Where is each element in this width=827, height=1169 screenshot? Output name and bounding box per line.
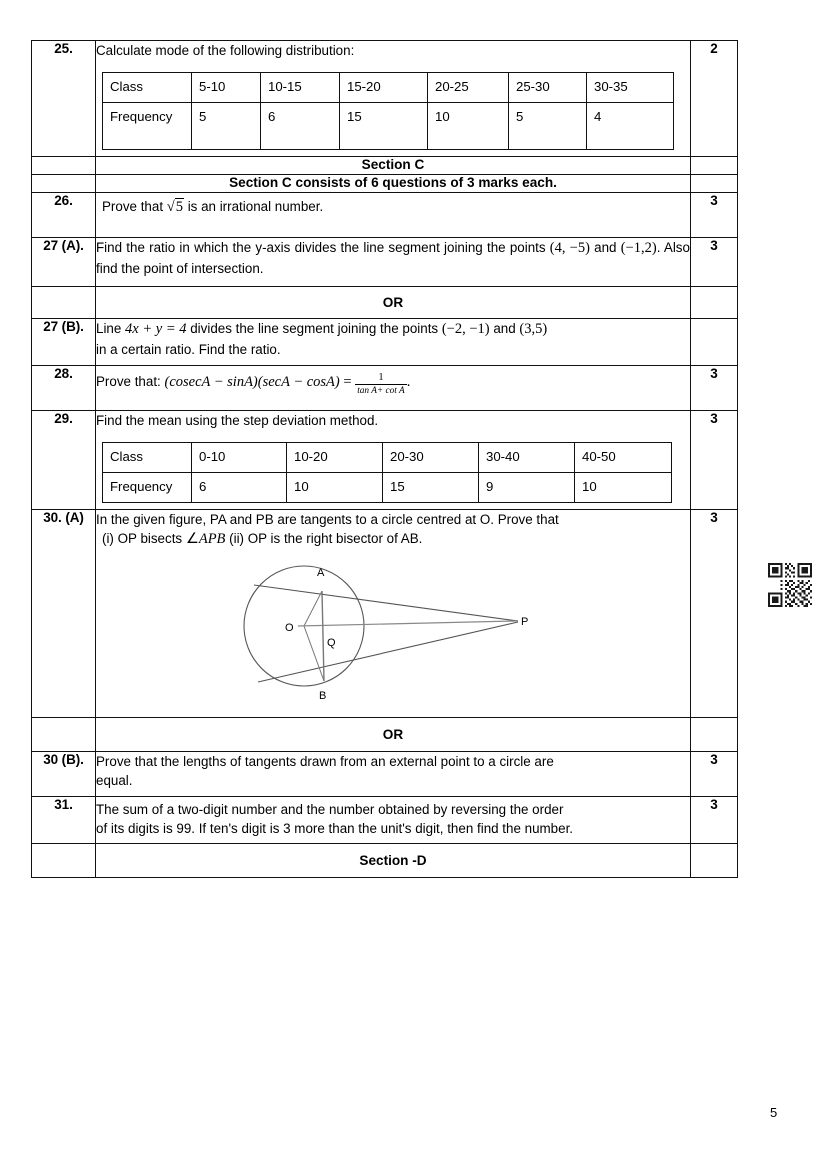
question-marks: 3 — [691, 796, 738, 843]
question-number: 30 (B). — [32, 751, 96, 796]
question-marks: 3 — [691, 410, 738, 509]
q27a-point1: (4, −5) — [549, 240, 590, 257]
cell-freq-4: 10 — [575, 473, 672, 503]
q26-text-before: Prove that — [102, 198, 167, 214]
question-text — [96, 319, 690, 365]
question-number: 30. (A) — [32, 510, 96, 718]
tangent-line-pb — [258, 622, 518, 682]
q31-line2: of its digits is 99. If ten's digit is 3 more than the unit's digit, then find the number. — [96, 820, 574, 836]
radius-oa — [304, 591, 322, 626]
q26-text-after: is an irrational number. — [183, 198, 324, 214]
empty-qno — [32, 286, 96, 318]
row-label-class: Class — [103, 73, 192, 103]
cell-class-5: 30-35 — [587, 73, 674, 103]
question-marks: 3 — [691, 365, 738, 410]
q30a-angle-name: APB — [198, 531, 226, 548]
q30b-line2: equal. — [96, 772, 133, 788]
table-row — [32, 751, 738, 796]
question-marks: 3 — [691, 192, 738, 238]
question-number: 29. — [32, 410, 96, 509]
question-text — [96, 752, 690, 796]
angle-icon: ∠ — [185, 531, 199, 548]
empty-marks — [691, 157, 738, 175]
q30a-line2-part2: (ii) OP is the right bisector of AB. — [225, 531, 423, 547]
cell-class-0: 0-10 — [192, 443, 287, 473]
section-c-description: Section C consists of 6 questions of 3 marks each. — [96, 174, 691, 192]
section-d-title: Section -D — [96, 843, 691, 877]
cell-freq-0: 6 — [192, 473, 287, 503]
q27a-line1: Find the ratio in which the y-axis divides the line segment joining the points — [96, 240, 546, 256]
q27b-point2: (3,5) — [519, 320, 548, 337]
cell-freq-4: 5 — [509, 103, 587, 150]
cell-freq-3: 10 — [428, 103, 509, 150]
q27b-text-mid: divides the line segment joining the points — [186, 320, 442, 336]
segment-op — [298, 621, 516, 626]
table-row — [32, 157, 738, 175]
question-prompt: Calculate mode of the following distribution: — [96, 43, 355, 58]
q27b-text-before: Line — [96, 320, 126, 336]
question-marks: 2 — [691, 41, 738, 157]
cell-class-3: 20-25 — [428, 73, 509, 103]
table-row-class — [103, 73, 674, 103]
table-row — [32, 410, 738, 509]
cell-freq-1: 10 — [287, 473, 383, 503]
geometry-figure — [96, 554, 690, 711]
table-row — [32, 286, 738, 318]
radicand: 5 — [175, 198, 183, 215]
label-a: A — [317, 566, 325, 579]
question-body — [96, 410, 691, 509]
distribution-table-q25 — [102, 72, 674, 150]
q27b-conjunction: and — [489, 320, 520, 336]
question-line-1: In the given figure, PA and PB are tangents to a circle centred at O. Prove that — [96, 512, 559, 527]
table-row — [32, 238, 738, 287]
circle-tangent-diagram — [228, 554, 558, 706]
question-number: 27 (A). — [32, 238, 96, 287]
page-number: 5 — [770, 1105, 778, 1120]
distribution-table-q29 — [102, 442, 672, 503]
cell-class-0: 5-10 — [192, 73, 261, 103]
fraction-denominator: tan A+ cot A — [357, 385, 405, 396]
cell-class-4: 40-50 — [575, 443, 672, 473]
or-separator-2: OR — [96, 717, 691, 751]
qr-code-icon — [768, 563, 812, 607]
question-body — [96, 41, 691, 157]
question-text — [96, 238, 690, 286]
cell-class-3: 30-40 — [479, 443, 575, 473]
label-p: P — [521, 615, 529, 628]
q28-equals: = — [339, 373, 356, 390]
square-root-expression — [167, 198, 184, 215]
table-row — [32, 510, 738, 718]
label-q: Q — [327, 636, 336, 649]
table-row — [32, 717, 738, 751]
cell-class-4: 25-30 — [509, 73, 587, 103]
cell-freq-0: 5 — [192, 103, 261, 150]
question-body — [96, 510, 691, 718]
table-row — [32, 365, 738, 410]
label-o: O — [285, 621, 294, 634]
q27b-point1: (−2, −1) — [441, 320, 490, 337]
question-text — [96, 797, 690, 843]
table-row — [32, 843, 738, 877]
q27a-line2-tail: . Also find the point of intersection. — [96, 240, 690, 276]
table-row — [32, 318, 738, 365]
section-c-title: Section C — [96, 157, 691, 175]
q28-period: . — [406, 373, 411, 390]
question-marks: 3 — [691, 751, 738, 796]
row-label-frequency: Frequency — [103, 103, 192, 150]
radius-ob — [304, 626, 324, 681]
table-row — [32, 41, 738, 157]
empty-marks — [691, 843, 738, 877]
table-row-frequency — [103, 103, 674, 150]
exam-question-table — [31, 40, 738, 878]
fraction — [355, 372, 407, 396]
fraction-numerator: 1 — [355, 372, 407, 385]
table-row-frequency — [103, 473, 672, 503]
q27a-point2: (−1,2) — [620, 240, 657, 257]
question-body — [96, 192, 691, 238]
cell-class-1: 10-15 — [261, 73, 340, 103]
question-number: 31. — [32, 796, 96, 843]
table-row — [32, 796, 738, 843]
question-body — [96, 238, 691, 287]
question-number: 28. — [32, 365, 96, 410]
cell-freq-5: 4 — [587, 103, 674, 150]
q27b-equation: 4x + y = 4 — [125, 320, 187, 337]
empty-marks — [691, 174, 738, 192]
empty-qno — [32, 157, 96, 175]
cell-class-1: 10-20 — [287, 443, 383, 473]
question-prompt: Find the mean using the step deviation method. — [96, 412, 379, 428]
question-marks: 3 — [691, 238, 738, 287]
empty-qno — [32, 174, 96, 192]
q30a-line2-part1: (i) OP bisects — [102, 531, 186, 547]
question-marks — [691, 318, 738, 365]
tangent-line-pa — [254, 585, 518, 621]
table-row-class — [103, 443, 672, 473]
cell-class-2: 20-30 — [383, 443, 479, 473]
question-number: 25. — [32, 41, 96, 157]
q27a-conjunction: and — [589, 240, 621, 256]
row-label-class: Class — [103, 443, 192, 473]
q31-line1: The sum of a two-digit number and the number obtained by reversing the order — [96, 801, 564, 817]
empty-qno — [32, 843, 96, 877]
row-label-frequency: Frequency — [103, 473, 192, 503]
q28-expression-left: (cosecA − sinA)(secA − cosA) — [164, 373, 340, 390]
radical-icon: √ — [166, 198, 175, 215]
question-line-2 — [96, 529, 690, 550]
question-number: 26. — [32, 192, 96, 238]
table-row — [32, 192, 738, 238]
question-number: 27 (B). — [32, 318, 96, 365]
cell-freq-2: 15 — [340, 103, 428, 150]
q28-text-before: Prove that: — [96, 373, 165, 389]
q30b-line1: Prove that the lengths of tangents drawn from an external point to a circle are — [96, 753, 554, 769]
cell-freq-1: 6 — [261, 103, 340, 150]
cell-freq-2: 15 — [383, 473, 479, 503]
label-b: B — [319, 689, 327, 702]
q27b-line2: in a certain ratio. Find the ratio. — [96, 341, 281, 357]
question-text — [96, 366, 690, 410]
or-separator-1: OR — [96, 286, 691, 318]
question-text — [96, 193, 690, 238]
table-row — [32, 174, 738, 192]
empty-marks — [691, 717, 738, 751]
empty-marks — [691, 286, 738, 318]
cell-class-2: 15-20 — [340, 73, 428, 103]
empty-qno — [32, 717, 96, 751]
question-body — [96, 318, 691, 365]
question-body — [96, 365, 691, 410]
question-body — [96, 796, 691, 843]
question-body — [96, 751, 691, 796]
question-marks: 3 — [691, 510, 738, 718]
cell-freq-3: 9 — [479, 473, 575, 503]
